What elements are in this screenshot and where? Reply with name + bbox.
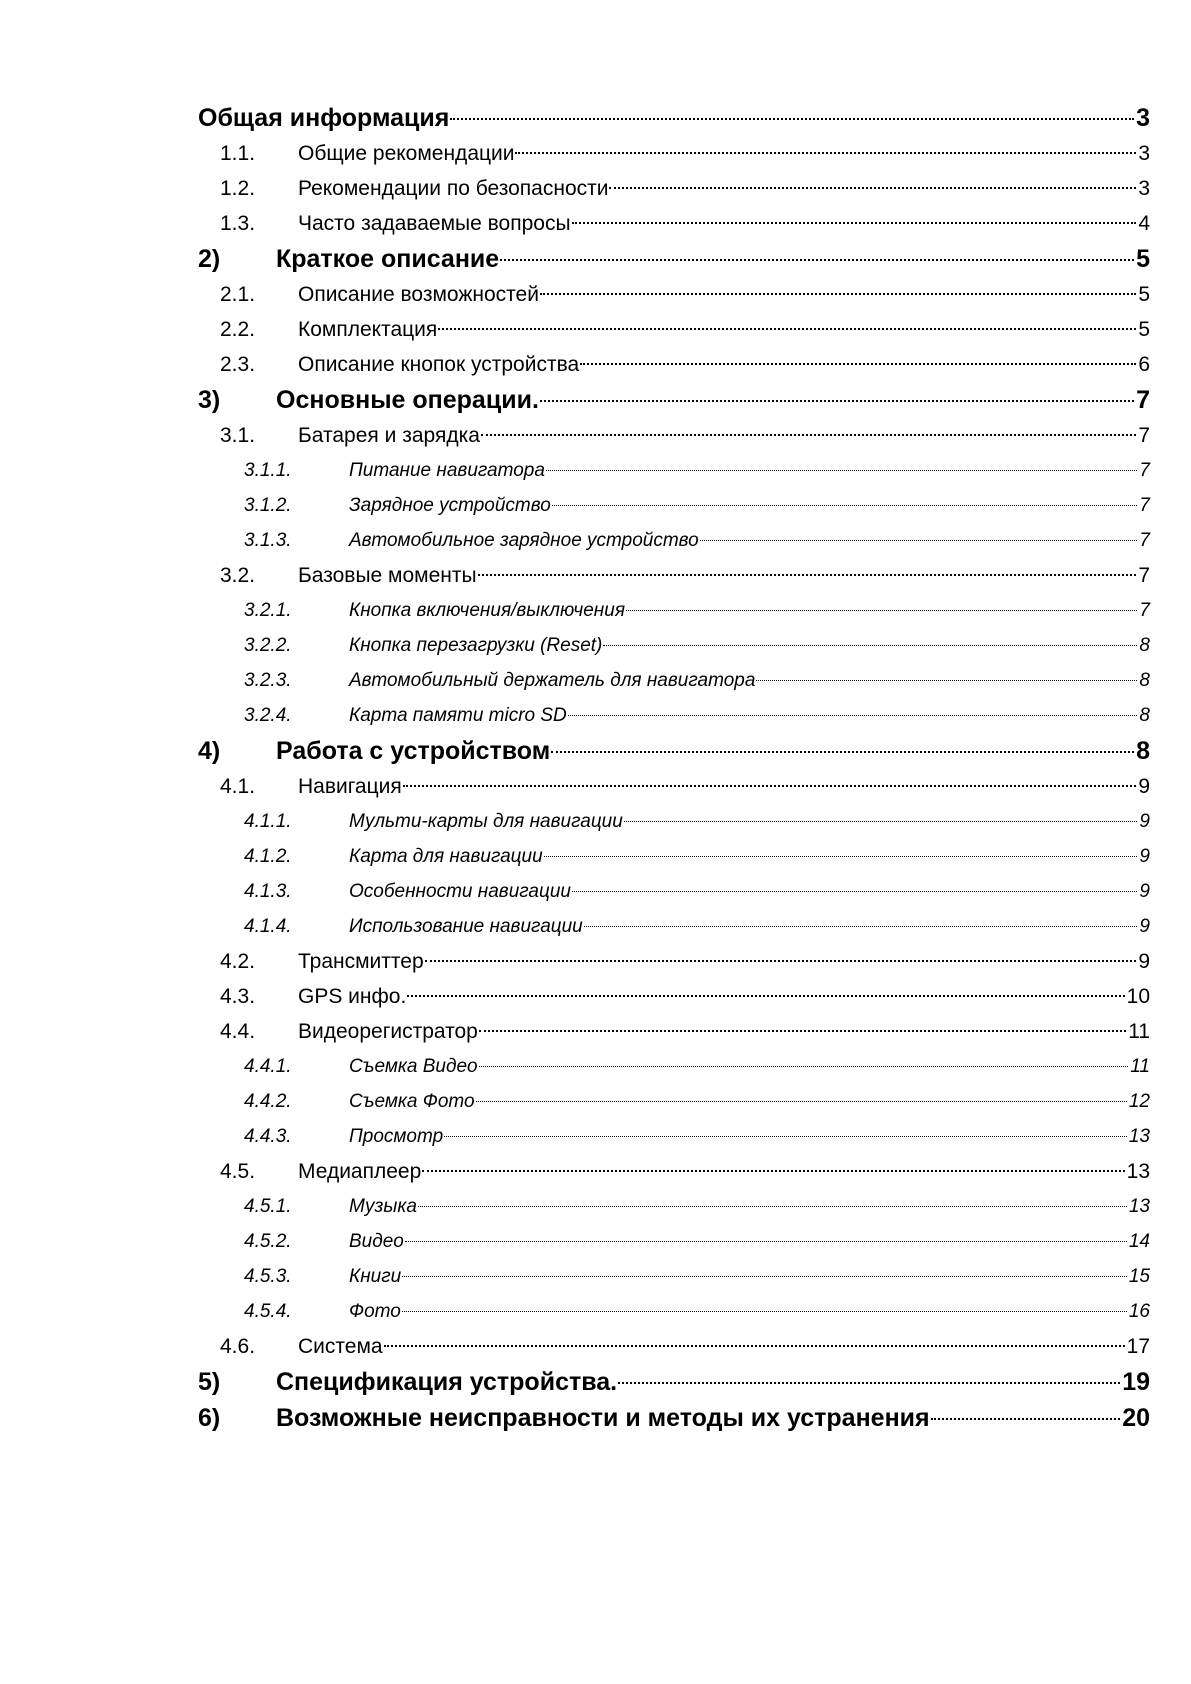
toc-entry-number: 2.3. <box>220 353 256 376</box>
toc-leader-dots <box>584 926 1138 927</box>
toc-entry-title: Возможные неисправности и методы их устранения <box>276 1404 930 1432</box>
toc-entry-page: 6 <box>1138 353 1150 376</box>
toc-entry-title: Общая информация <box>198 104 450 132</box>
toc-entry-title: Особенности навигации <box>349 881 571 902</box>
toc-entry-title: Кнопка включения/выключения <box>349 600 625 621</box>
toc-entry-page: 8 <box>1139 670 1150 691</box>
toc-entry-page: 7 <box>1139 460 1150 481</box>
toc-entry[interactable] <box>198 1014 1150 1049</box>
toc-entry-page: 11 <box>1130 1056 1150 1077</box>
toc-entry-title: Рекомендации по безопасности <box>298 177 609 200</box>
toc-entry-number: 4.6. <box>220 1335 256 1358</box>
toc-entry-number: 4.1.3. <box>244 881 292 902</box>
toc-entry-title: Автомобильное зарядное устройство <box>349 530 699 551</box>
toc-entry-title: Просмотр <box>349 1126 444 1147</box>
toc-entry-number: 1.3. <box>220 212 256 235</box>
toc-entry-page: 8 <box>1139 635 1150 656</box>
toc-entry-number: 4.4.1. <box>244 1056 292 1077</box>
toc-entry[interactable] <box>198 698 1150 733</box>
toc-leader-dots <box>552 505 1138 506</box>
toc-entry[interactable] <box>198 1294 1150 1329</box>
toc-leader-dots <box>544 856 1138 857</box>
toc-entry-page: 13 <box>1128 1196 1150 1217</box>
toc-entry-title: Видео <box>349 1231 404 1252</box>
toc-entry-title: Батарея и зарядка <box>298 424 480 447</box>
toc-entry-page: 9 <box>1139 916 1150 937</box>
toc-leader-dots <box>450 118 1134 120</box>
toc-entry[interactable] <box>198 1084 1150 1119</box>
toc-leader-dots <box>626 610 1137 611</box>
toc-entry-number: 4.4. <box>220 1020 256 1043</box>
toc-entry-title: Книги <box>349 1266 402 1287</box>
toc-entry[interactable] <box>198 1049 1150 1084</box>
toc-entry[interactable] <box>198 277 1150 312</box>
toc-leader-dots <box>580 363 1136 365</box>
toc-entry[interactable] <box>198 1329 1150 1364</box>
toc-entry-page: 3 <box>1138 177 1150 200</box>
toc-entry[interactable] <box>198 241 1150 277</box>
toc-entry-number: 5) <box>198 1368 221 1396</box>
toc-entry[interactable] <box>198 628 1150 663</box>
toc-entry-number: 1.1. <box>220 142 256 165</box>
toc-entry-title: Комплектация <box>298 318 438 341</box>
toc-entry-number: 4.1.1. <box>244 811 292 832</box>
toc-leader-dots <box>624 821 1138 822</box>
toc-leader-dots <box>479 1030 1126 1032</box>
toc-leader-dots <box>756 680 1137 681</box>
toc-entry-title: Система <box>298 1335 383 1358</box>
toc-entry[interactable] <box>198 979 1150 1014</box>
toc-entry-page: 15 <box>1128 1266 1150 1287</box>
toc-leader-dots <box>438 328 1136 330</box>
toc-entry[interactable] <box>198 418 1150 453</box>
toc-entry-title: Спецификация устройства. <box>276 1368 618 1396</box>
toc-leader-dots <box>700 540 1138 541</box>
toc-entry-number: 3.1.1. <box>244 460 292 481</box>
toc-entry-number: 4.1. <box>220 775 256 798</box>
toc-entry-page: 7 <box>1139 530 1150 551</box>
toc-entry-number: 4) <box>198 737 221 765</box>
toc-entry-number: 4.5.4. <box>244 1301 292 1322</box>
toc-entry-title: Общие рекомендации <box>298 142 515 165</box>
toc-leader-dots <box>407 995 1124 997</box>
toc-entry-number: 4.5. <box>220 1160 256 1183</box>
toc-entry[interactable] <box>198 312 1150 347</box>
toc-entry-title: Базовые моменты <box>298 564 477 587</box>
toc-entry-page: 9 <box>1139 811 1150 832</box>
toc-entry-page: 7 <box>1138 564 1150 587</box>
toc-entry-number: 4.3. <box>220 985 256 1008</box>
toc-entry-number: 3.1.2. <box>244 495 292 516</box>
toc-entry-title: Медиаплеер <box>298 1160 422 1183</box>
toc-entry[interactable] <box>198 136 1150 171</box>
toc-entry-title: Карта памяти micro SD <box>349 705 567 726</box>
toc-entry[interactable] <box>198 1259 1150 1294</box>
toc-entry-page: 9 <box>1138 950 1150 973</box>
toc-entry-number: 2.1. <box>220 283 256 306</box>
toc-entry-page: 19 <box>1122 1368 1150 1396</box>
toc-entry-number: 6) <box>198 1404 221 1432</box>
toc-leader-dots <box>515 152 1136 154</box>
toc-entry-page: 7 <box>1136 386 1150 414</box>
toc-entry-page: 9 <box>1139 846 1150 867</box>
toc-leader-dots <box>476 1101 1127 1102</box>
toc-leader-dots <box>425 960 1137 962</box>
toc-leader-dots <box>418 1206 1127 1207</box>
toc-entry-title: Описание возможностей <box>298 283 539 306</box>
toc-entry[interactable] <box>198 593 1150 628</box>
toc-entry-number: 4.4.3. <box>244 1126 292 1147</box>
toc-entry-number: 3.2.1. <box>244 600 292 621</box>
toc-entry-title: Питание навигатора <box>349 460 545 481</box>
toc-entry-page: 9 <box>1139 881 1150 902</box>
toc-leader-dots <box>551 751 1134 753</box>
toc-entry-title: Описание кнопок устройства <box>298 353 580 376</box>
toc-entry-page: 11 <box>1128 1020 1150 1043</box>
toc-entry-number: 4.5.3. <box>244 1266 292 1287</box>
toc-entry-number: 3.1.3. <box>244 530 292 551</box>
toc-leader-dots <box>403 785 1137 787</box>
toc-entry-number: 1.2. <box>220 177 256 200</box>
toc-entry-title: GPS инфо. <box>298 985 407 1008</box>
toc-leader-dots <box>402 1276 1127 1277</box>
toc-entry-page: 5 <box>1138 283 1150 306</box>
toc-entry-number: 3.2.4. <box>244 705 292 726</box>
toc-leader-dots <box>568 715 1138 716</box>
toc-entry-title: Съемка Видео <box>349 1056 478 1077</box>
toc-leader-dots <box>422 1170 1124 1172</box>
toc-entry-page: 7 <box>1138 424 1150 447</box>
toc-leader-dots <box>618 1382 1120 1384</box>
toc-entry[interactable] <box>198 206 1150 241</box>
toc-entry-number: 3) <box>198 386 221 414</box>
toc-leader-dots <box>572 891 1137 892</box>
toc-entry-page: 4 <box>1138 212 1150 235</box>
toc-entry-number: 2.2. <box>220 318 256 341</box>
toc-entry-number: 4.4.2. <box>244 1091 292 1112</box>
toc-entry[interactable] <box>198 909 1150 944</box>
toc-entry-title: Основные операции. <box>276 386 539 414</box>
toc-leader-dots <box>572 222 1137 224</box>
toc-entry[interactable] <box>198 1154 1150 1189</box>
toc-entry-page: 8 <box>1136 737 1150 765</box>
toc-entry-page: 14 <box>1128 1231 1150 1252</box>
toc-entry[interactable] <box>198 382 1150 418</box>
toc-entry-title: Мульти-карты для навигации <box>349 811 623 832</box>
toc-entry-number: 4.1.4. <box>244 916 292 937</box>
toc-leader-dots <box>481 434 1136 436</box>
toc-entry[interactable] <box>198 1119 1150 1154</box>
toc-entry[interactable] <box>198 171 1150 206</box>
toc-entry[interactable] <box>198 874 1150 909</box>
toc-leader-dots <box>540 293 1136 295</box>
toc-entry-title: Часто задаваемые вопросы <box>298 212 571 235</box>
toc-entry-number: 4.2. <box>220 950 256 973</box>
toc-entry-title: Трансмиттер <box>298 950 424 973</box>
toc-entry[interactable] <box>198 1224 1150 1259</box>
toc-leader-dots <box>479 1066 1129 1067</box>
toc-entry-number: 3.2.2. <box>244 635 292 656</box>
toc-entry-page: 5 <box>1136 245 1150 273</box>
toc-entry-page: 12 <box>1128 1091 1150 1112</box>
toc-entry-title: Автомобильный держатель для навигатора <box>349 670 756 691</box>
toc-entry-title: Кнопка перезагрузки (Reset) <box>349 635 603 656</box>
toc-entry-number: 3.2.3. <box>244 670 292 691</box>
toc-leader-dots <box>444 1136 1127 1137</box>
toc-entry-page: 7 <box>1139 495 1150 516</box>
toc-entry-title: Съемка Фото <box>349 1091 475 1112</box>
toc-entry-page: 3 <box>1138 142 1150 165</box>
toc-entry-page: 7 <box>1139 600 1150 621</box>
toc-entry[interactable] <box>198 733 1150 769</box>
toc-leader-dots <box>384 1345 1125 1347</box>
toc-entry[interactable] <box>198 347 1150 382</box>
toc-entry-page: 13 <box>1128 1126 1150 1147</box>
toc-entry-page: 16 <box>1128 1301 1150 1322</box>
toc-entry-page: 5 <box>1138 318 1150 341</box>
toc-entry-title: Навигация <box>298 775 402 798</box>
toc-entry[interactable] <box>198 804 1150 839</box>
toc-leader-dots <box>931 1418 1121 1420</box>
toc-leader-dots <box>402 1311 1127 1312</box>
toc-entry-page: 9 <box>1138 775 1150 798</box>
toc-leader-dots <box>478 574 1137 576</box>
toc-entry-title: Видеорегистратор <box>298 1020 478 1043</box>
toc-entry-number: 2) <box>198 245 221 273</box>
toc-entry-title: Использование навигации <box>349 916 583 937</box>
toc-entry-page: 13 <box>1126 1160 1150 1183</box>
toc-entry[interactable] <box>198 558 1150 593</box>
toc-entry-title: Карта для навигации <box>349 846 543 867</box>
toc-entry-page: 17 <box>1126 1335 1150 1358</box>
toc-entry[interactable] <box>198 453 1150 488</box>
toc-entry-number: 4.1.2. <box>244 846 292 867</box>
toc-entry[interactable] <box>198 769 1150 804</box>
toc-entry-title: Зарядное устройство <box>349 495 551 516</box>
toc-entry[interactable] <box>198 663 1150 698</box>
toc-leader-dots <box>603 645 1137 646</box>
toc-entry-title: Музыка <box>349 1196 417 1217</box>
toc-entry-title: Краткое описание <box>276 245 500 273</box>
table-of-contents <box>198 100 1150 1436</box>
toc-entry[interactable] <box>198 488 1150 523</box>
toc-leader-dots <box>540 400 1134 402</box>
toc-leader-dots <box>500 259 1134 261</box>
toc-entry[interactable] <box>198 1364 1150 1400</box>
toc-leader-dots <box>546 470 1137 471</box>
toc-leader-dots <box>405 1241 1127 1242</box>
toc-entry-page: 3 <box>1136 104 1150 132</box>
toc-entry[interactable] <box>198 944 1150 979</box>
toc-entry[interactable] <box>198 1189 1150 1224</box>
toc-entry-page: 20 <box>1122 1404 1150 1432</box>
toc-entry[interactable] <box>198 1400 1150 1436</box>
toc-entry-number: 3.1. <box>220 424 256 447</box>
toc-entry-number: 4.5.2. <box>244 1231 292 1252</box>
toc-entry[interactable] <box>198 100 1150 136</box>
toc-entry-page: 8 <box>1139 705 1150 726</box>
toc-entry-page: 10 <box>1126 985 1150 1008</box>
toc-entry[interactable] <box>198 839 1150 874</box>
toc-leader-dots <box>609 187 1136 189</box>
toc-entry-title: Работа с устройством <box>276 737 551 765</box>
toc-entry-title: Фото <box>349 1301 401 1322</box>
toc-entry-number: 4.5.1. <box>244 1196 292 1217</box>
toc-entry[interactable] <box>198 523 1150 558</box>
toc-entry-number: 3.2. <box>220 564 256 587</box>
